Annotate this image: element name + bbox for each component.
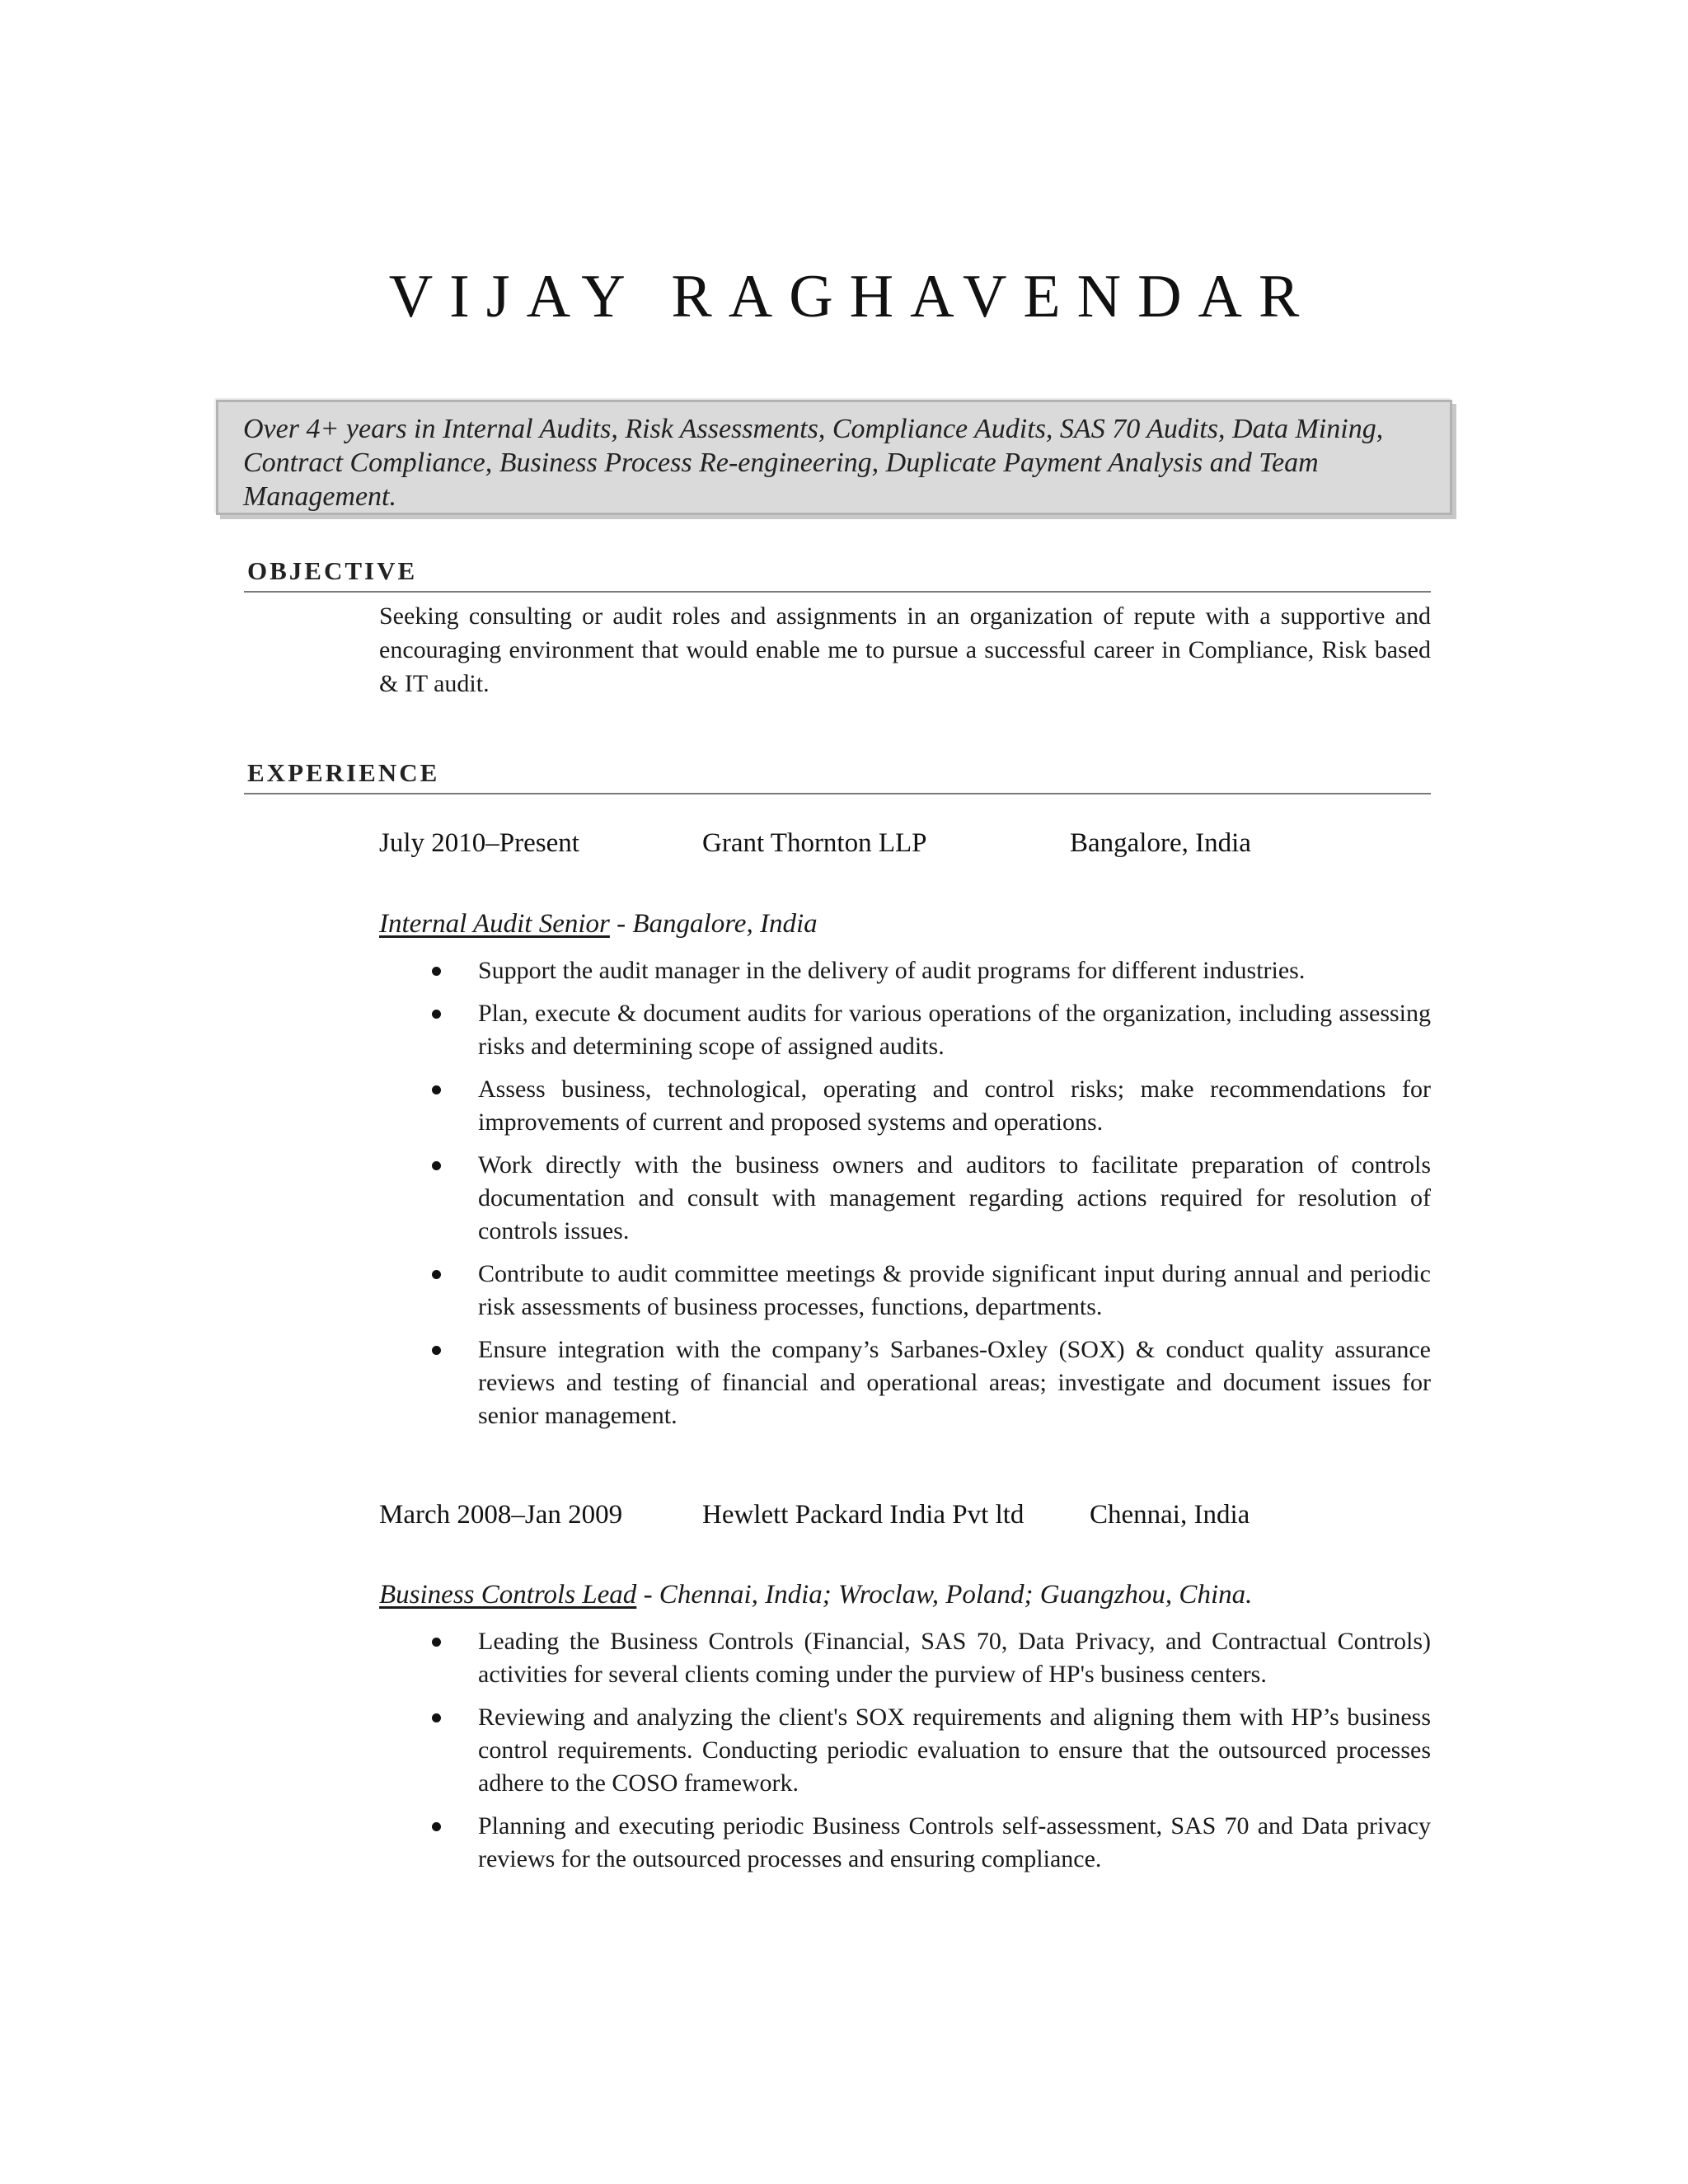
list-item: Work directly with the business owners and auditors to facilitate preparation of controls documentation and consult with management regarding actions required for resolution of controls issues. — [429, 1149, 1431, 1248]
list-item: Ensure integration with the company’s Sarbanes-Oxley (SOX) & conduct quality assurance reviews and testing of financial and operational areas; investigate and document issues for senior management. — [429, 1333, 1431, 1432]
list-item: Reviewing and analyzing the client's SOX requirements and aligning them with HP’s business control requirements. Conducting periodic evaluation to ensure that the outsourced processes adhere to the COSO framework. — [429, 1701, 1431, 1800]
role-location: - Chennai, India; Wroclaw, Poland; Guangzhou, China. — [636, 1580, 1253, 1610]
role-title: Internal Audit Senior — [379, 909, 610, 939]
role-line-1 — [379, 909, 818, 940]
list-item: Leading the Business Controls (Financial, SAS 70, Data Privacy, and Contractual Controls) activities for several clients coming under the purview of HP's business centers. — [429, 1625, 1431, 1691]
job-dates: March 2008–Jan 2009 — [379, 1500, 623, 1530]
list-item: Planning and executing periodic Business Controls self-assessment, SAS 70 and Data privacy reviews for the outsourced processes and ensuring compliance. — [429, 1810, 1431, 1876]
objective-text: Seeking consulting or audit roles and assignments in an organization of repute with a supportive and encouraging environment that would enable me to pursue a successful career in Compliance, Risk based & IT audit. — [379, 602, 1431, 697]
list-item: Plan, execute & document audits for various operations of the organization, including assessing risks and determining scope of assigned audits. — [429, 997, 1431, 1063]
role-line-2 — [379, 1580, 1252, 1610]
role-title: Business Controls Lead — [379, 1580, 637, 1610]
experience-heading: EXPERIENCE — [244, 758, 1431, 794]
job-company: Grant Thornton LLP — [702, 828, 927, 858]
role-location: - Bangalore, India — [609, 909, 818, 939]
summary-text: Over 4+ years in Internal Audits, Risk Assessments, Compliance Audits, SAS 70 Audits, Data Mining, Contract Compliance, Business Process Re-engineering, Duplicate Payment Analysis and Team Management. — [243, 414, 1384, 512]
job-2-bullets — [429, 1625, 1431, 1886]
job-company: Hewlett Packard India Pvt ltd — [702, 1500, 1025, 1530]
list-item: Assess business, technological, operating and control risks; make recommendations for improvements of current and proposed systems and operations. — [429, 1073, 1431, 1139]
job-dates: July 2010–Present — [379, 828, 579, 858]
list-item: Support the audit manager in the delivery of audit programs for different industries. — [429, 954, 1431, 987]
job-1-bullets — [429, 954, 1431, 1442]
summary-box — [216, 400, 1452, 515]
objective-heading: OBJECTIVE — [244, 556, 1431, 593]
job-location: Chennai, India — [1090, 1500, 1250, 1530]
job-location: Bangalore, India — [1070, 828, 1251, 858]
list-item: Contribute to audit committee meetings & provide significant input during annual and periodic risk assessments of business processes, functions, departments. — [429, 1258, 1431, 1324]
candidate-name: VIJAY RAGHAVENDAR — [388, 263, 1316, 330]
